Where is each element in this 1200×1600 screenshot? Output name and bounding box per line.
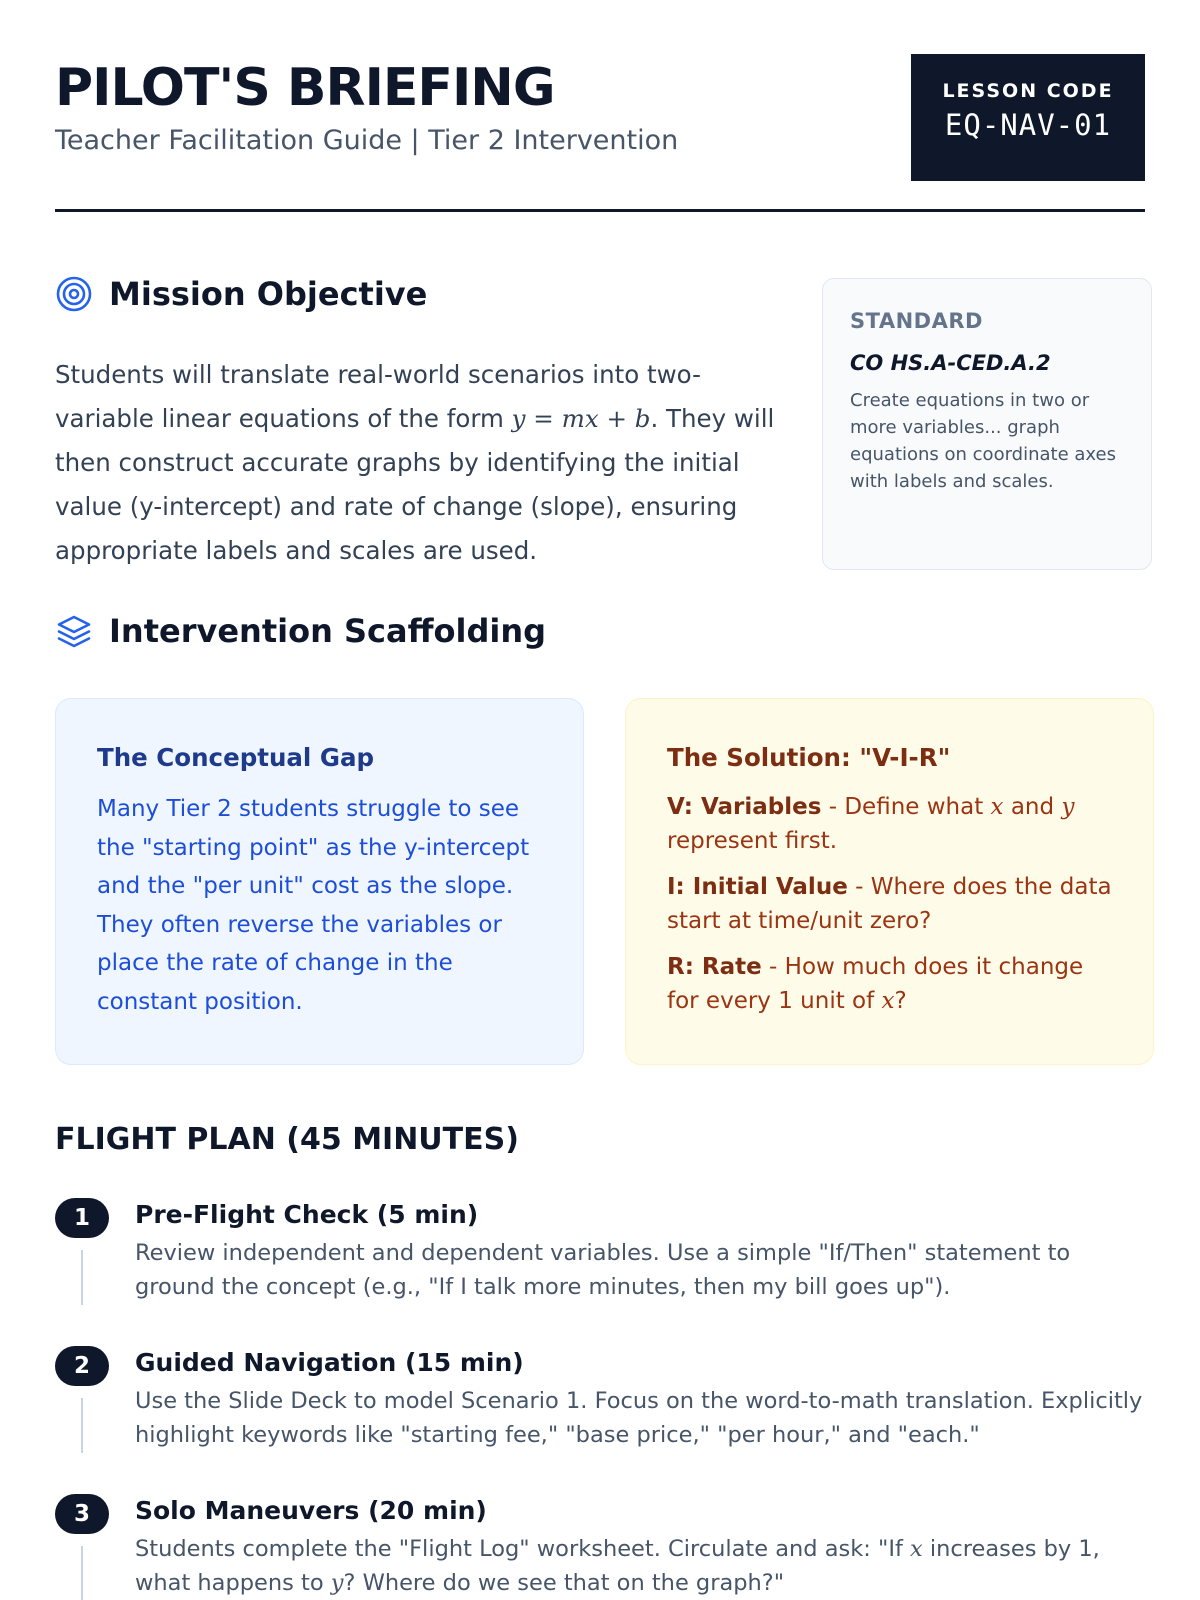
target-icon <box>55 275 93 313</box>
standard-description: Create equations in two or more variables... graph equations on coordinate axes with labels and scales. <box>850 390 1116 492</box>
solution-title: The Solution: "V-I-R" <box>667 743 951 772</box>
gap-text: Many Tier 2 students struggle to see the "starting point" as the y-intercept and the "per unit" cost as the slope. They often reverse the variables or place the rate of change in the constant position. <box>97 796 530 1015</box>
step-number-badge: 1 <box>55 1198 109 1238</box>
vir-text: represent first. <box>667 828 838 854</box>
lesson-code-value: EQ-NAV-01 <box>944 108 1112 142</box>
page-subtitle: Teacher Facilitation Guide | Tier 2 Intervention <box>55 125 679 156</box>
step-description <box>135 1532 1155 1600</box>
math-var: x <box>881 988 895 1014</box>
vir-text: and <box>1003 794 1062 820</box>
step-number-badge: 2 <box>55 1346 109 1386</box>
standard-card <box>822 278 1152 570</box>
scaffolding-heading <box>55 612 546 650</box>
math-var: y <box>1061 794 1075 820</box>
lesson-code-label: LESSON CODE <box>942 80 1114 102</box>
scaffolding-title: Intervention Scaffolding <box>109 612 547 650</box>
gap-title: The Conceptual Gap <box>97 743 375 772</box>
standard-label: STANDARD <box>850 309 983 333</box>
lesson-code-box <box>911 54 1145 181</box>
vir-text: - Define what <box>821 794 991 820</box>
vir-text: - How much does it change for every 1 unit of <box>667 954 1084 1014</box>
vir-key: I: Initial Value <box>667 874 848 900</box>
step-connector <box>81 1398 83 1453</box>
mission-text <box>55 353 775 573</box>
step-desc-part: ? Where do we see that on the graph?" <box>343 1570 785 1596</box>
vir-item-rate <box>667 950 1112 1018</box>
solution-card <box>625 698 1154 1065</box>
vir-item-initial-value <box>667 870 1112 938</box>
mission-text-part: . They will then construct accurate graphs by identifying the initial value (y-intercept) and rate of change (slope), ensuring appropriate labels and scales are used. <box>55 404 775 565</box>
vir-key: R: Rate <box>667 954 762 980</box>
mission-title: Mission Objective <box>109 275 428 313</box>
math-var: x <box>910 1536 923 1562</box>
step-connector <box>81 1546 83 1600</box>
step-desc-part: Students complete the "Flight Log" worksheet. Circulate and ask: "If <box>135 1536 911 1562</box>
vir-item-variables <box>667 790 1112 858</box>
page-title: PILOT'S BRIEFING <box>55 58 555 118</box>
equation: y = mx + b <box>511 404 651 433</box>
step-title: Pre-Flight Check (5 min) <box>135 1200 479 1229</box>
step-title: Guided Navigation (15 min) <box>135 1348 524 1377</box>
step-description: Review independent and dependent variables. Use a simple "If/Then" statement to ground the concept (e.g., "If I talk more minutes, then my bill goes up"). <box>135 1240 1071 1300</box>
standard-code: CO HS.A-CED.A.2 <box>850 351 1051 375</box>
step-connector <box>81 1250 83 1305</box>
vir-key: V: Variables <box>667 794 822 820</box>
layers-icon <box>55 612 93 650</box>
vir-text: - Where does the data start at time/unit zero? <box>667 874 1112 934</box>
flight-plan-title: FLIGHT PLAN (45 MINUTES) <box>55 1122 519 1157</box>
math-var: x <box>990 794 1004 820</box>
math-var: y <box>330 1570 344 1596</box>
header <box>55 0 1145 212</box>
step-description: Use the Slide Deck to model Scenario 1. Focus on the word-to-math translation. Explicitly highlight keywords like "starting fee," "base price," "per hour," and "each." <box>135 1388 1143 1448</box>
vir-text: ? <box>894 988 907 1014</box>
step-number-badge: 3 <box>55 1494 109 1534</box>
step-desc-part: increases by 1, what happens to <box>135 1536 1100 1596</box>
step-title: Solo Maneuvers (20 min) <box>135 1496 487 1525</box>
mission-text-part: Students will translate real-world scenarios into two-variable linear equations of the form <box>55 360 701 433</box>
conceptual-gap-card <box>55 698 584 1065</box>
mission-heading <box>55 275 427 313</box>
